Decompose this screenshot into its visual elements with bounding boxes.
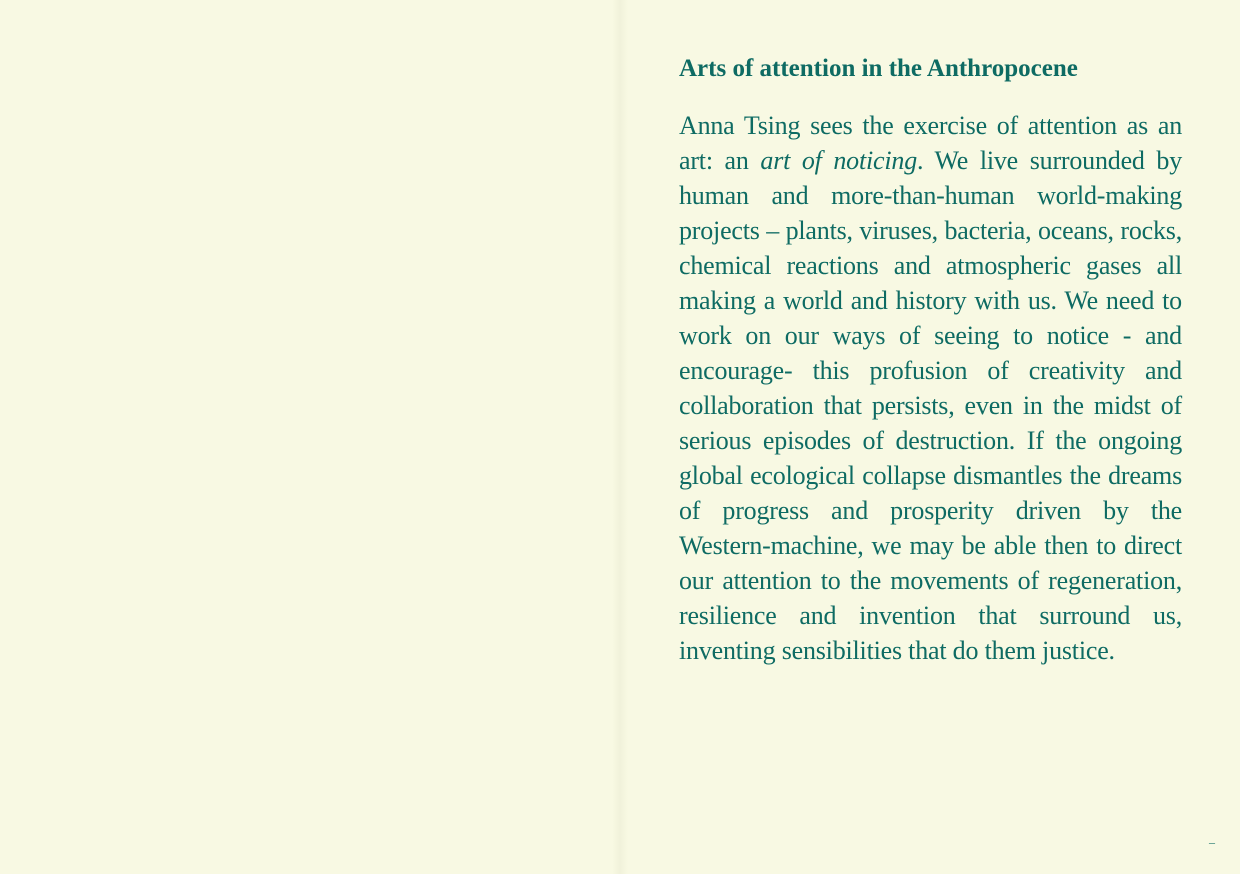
- body-text-start: Anna Tsing sees the exercise of attention as an art: an: [679, 111, 1182, 175]
- body-paragraph: [679, 108, 1182, 668]
- body-text-rest: . We live surrounded by human and more-than-human world-making projects – plants, viruses, bacteria, oceans, rocks, chemical reactions and atmospheric gases all making a world and history with us. We need to work on our ways of seeing to notice - and encourage- this profusion of creativity and collaboration that persists, even in the midst of serious episodes of destruction. If the ongoing global ecological collapse dismantles the dreams of progress and prosperity driven by the Western-machine, we may be able then to direct our attention to the movements of regeneration, resilience and invention that surround us, inventing sensibilities that do them justice.: [679, 146, 1183, 665]
- section-heading: Arts of attention in the Anthropocene: [679, 55, 1078, 82]
- page-gutter: [612, 0, 628, 874]
- page-marker: –: [1209, 835, 1215, 849]
- italic-term: art of noticing: [760, 146, 917, 175]
